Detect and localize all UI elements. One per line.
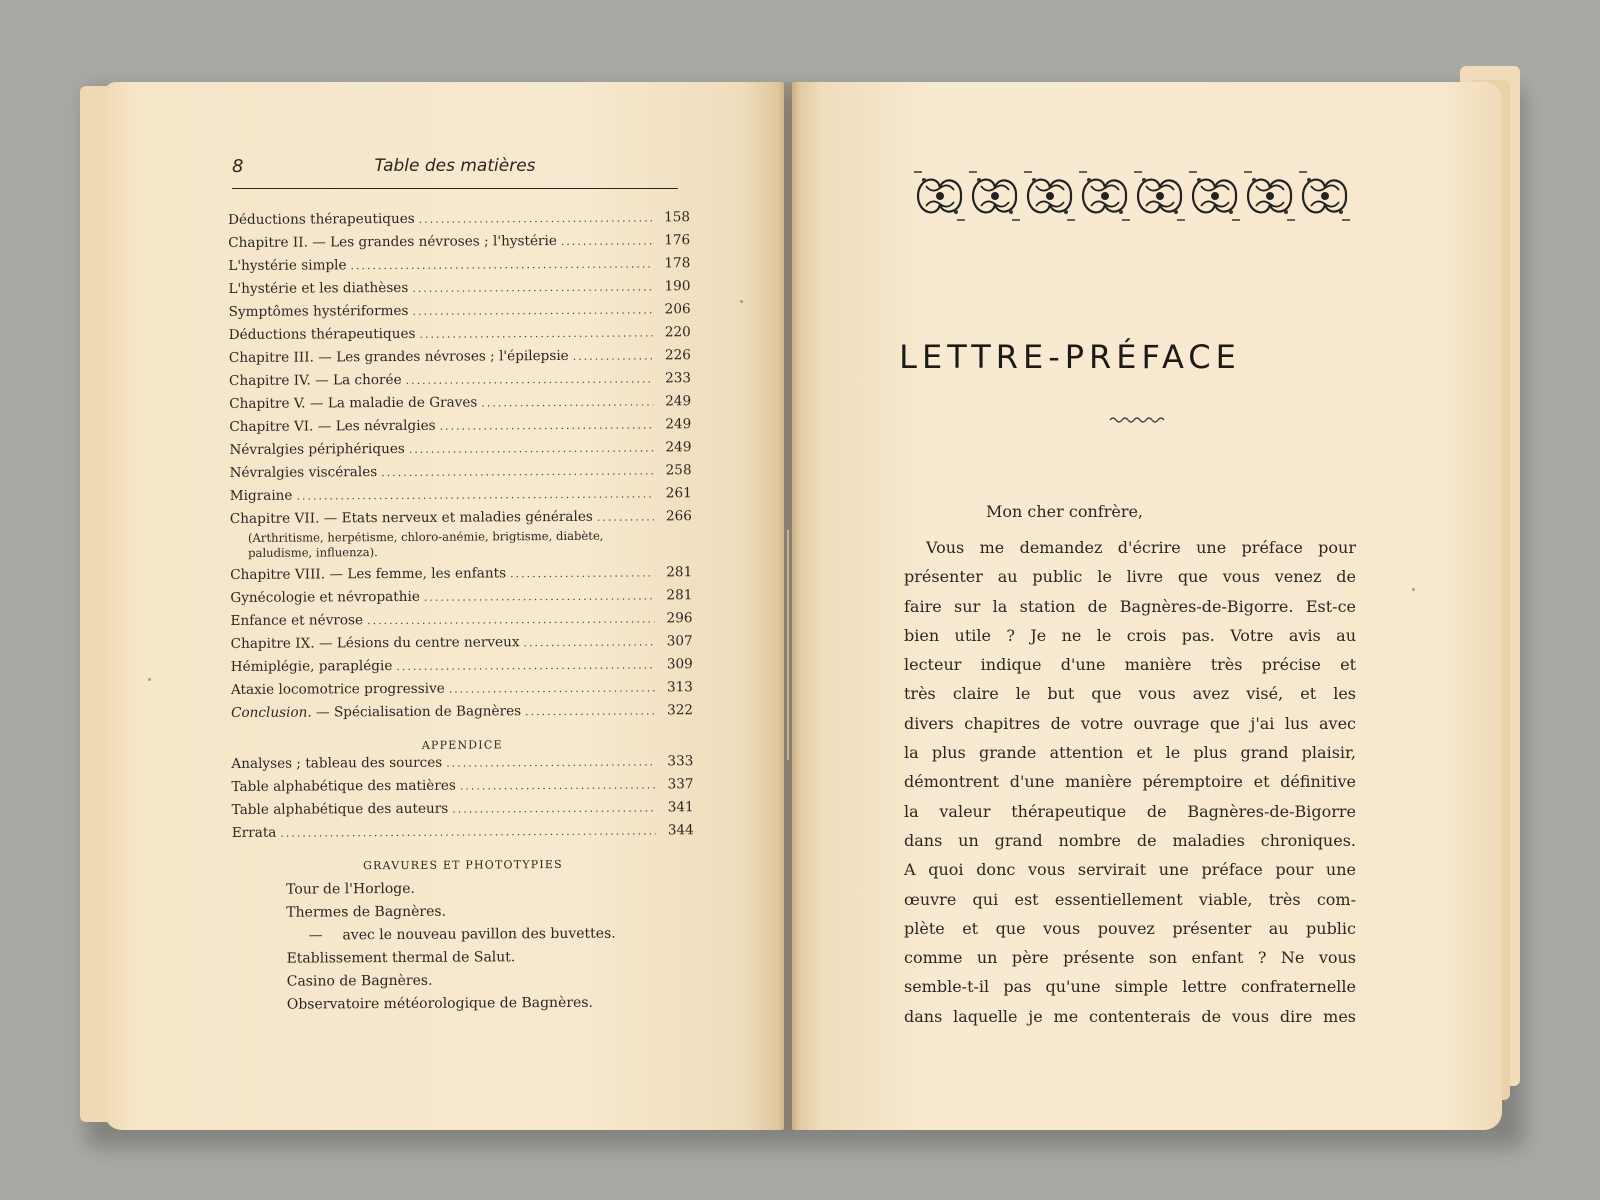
- toc-row: [231, 656, 693, 682]
- conclusion-rest: — Spécialisation de Bagnères: [311, 703, 522, 721]
- toc-row: [230, 564, 692, 590]
- toc-title: Chapitre III. — Les grandes névroses ; l'épilepsie: [228, 347, 569, 366]
- gallery-item: Thermes de Bagnères.: [286, 903, 447, 921]
- toc-page: 206: [664, 301, 691, 318]
- running-head-rule: [232, 188, 678, 189]
- toc-page: 333: [667, 753, 694, 770]
- toc-page: 266: [665, 508, 692, 525]
- binding-thread: [787, 530, 789, 760]
- dot-leader: [406, 372, 653, 387]
- toc-title: Déductions thérapeutiques: [228, 325, 416, 343]
- toc-page: 313: [666, 679, 693, 696]
- toc-title: Chapitre VI. — Les névralgies: [229, 417, 436, 435]
- gallery-item: Etablissement thermal de Salut.: [286, 949, 516, 967]
- toc-title: Gynécologie et névropathie: [230, 588, 420, 606]
- preface-line: présenter au public le livre que vous venez de: [904, 567, 1356, 587]
- preface-line: A quoi donc vous servirait une préface pour une: [904, 860, 1356, 880]
- toc-row: [230, 610, 692, 636]
- toc-row: [229, 393, 691, 419]
- dot-leader: [412, 303, 652, 317]
- preface-line: divers chapitres de votre ouvrage que j'ai lus avec: [904, 713, 1356, 733]
- toc-row: [232, 799, 694, 825]
- toc-row: [229, 324, 691, 350]
- running-head: [232, 156, 678, 184]
- dot-leader: [412, 280, 652, 294]
- book-gutter: [778, 82, 800, 1130]
- appendix-heading: APPENDICE: [421, 738, 503, 752]
- toc-title: Errata: [231, 824, 277, 841]
- toc-page: 176: [664, 232, 691, 249]
- toc-title: Table alphabétique des matières: [231, 777, 456, 795]
- toc-page: 307: [666, 633, 693, 650]
- gallery-dash: —: [308, 927, 323, 944]
- toc-row: [228, 278, 690, 304]
- toc-title: L'hystérie et les diathèses: [228, 279, 409, 297]
- toc-page: 258: [665, 462, 692, 479]
- dot-leader: [525, 704, 655, 718]
- dot-leader: [409, 441, 654, 455]
- toc-page: 281: [666, 564, 693, 581]
- dot-leader: [561, 234, 652, 248]
- paper-speck: [148, 678, 151, 681]
- toc-row: [228, 232, 690, 258]
- toc-page: 344: [667, 822, 694, 839]
- toc-row: [232, 822, 694, 848]
- toc-page: 190: [664, 278, 691, 295]
- gallery-item: Casino de Bagnères.: [286, 972, 433, 990]
- toc-title: Chapitre VIII. — Les femme, les enfants: [230, 565, 507, 583]
- toc-title: Chapitre II. — Les grandes névroses ; l'hystérie: [228, 232, 557, 251]
- gallery-item: Tour de l'Horloge.: [286, 880, 415, 898]
- toc-row: [229, 370, 691, 396]
- preface-line: très claire le but que vous avez visé, et les: [904, 684, 1356, 704]
- preface-title: LETTRE-PRÉFACE: [899, 338, 1241, 376]
- dot-leader: [367, 612, 655, 627]
- toc-row: [231, 753, 693, 779]
- toc-title: Chapitre V. — La maladie de Graves: [229, 394, 478, 412]
- dot-leader: [280, 824, 655, 839]
- toc-page: 249: [665, 416, 692, 433]
- toc-row: [229, 416, 691, 442]
- toc-row: [231, 679, 693, 705]
- toc-row-conclusion: [231, 702, 693, 728]
- toc-title: Névralgies viscérales: [229, 464, 378, 481]
- toc-title: Névralgies périphériques: [229, 440, 405, 458]
- toc-row: [228, 209, 690, 235]
- salutation: Mon cher confrère,: [986, 502, 1144, 521]
- toc-row: [229, 301, 691, 327]
- page-number: 8: [232, 156, 244, 177]
- table-of-contents: [228, 209, 695, 1020]
- dot-leader: [597, 510, 654, 523]
- toc-continued-list: [230, 564, 693, 705]
- gallery-list: [232, 879, 695, 1020]
- dot-leader: [510, 566, 654, 580]
- toc-row: [229, 347, 691, 373]
- toc-title: Table alphabétique des auteurs: [231, 800, 449, 818]
- dot-leader: [419, 211, 652, 225]
- conclusion-italic: Conclusion.: [231, 704, 312, 721]
- running-title: Table des matières: [374, 156, 536, 176]
- toc-page: 220: [664, 324, 691, 341]
- dot-leader: [296, 487, 653, 502]
- toc-page: 337: [667, 776, 694, 793]
- dot-leader: [419, 326, 652, 340]
- dot-leader: [350, 257, 652, 272]
- toc-row: [231, 776, 693, 802]
- title-flourish: [1108, 414, 1168, 426]
- toc-title: Symptômes hystériformes: [228, 302, 409, 320]
- dot-leader: [449, 681, 655, 695]
- gallery-item: Observatoire météorologique de Bagnères.: [286, 994, 593, 1013]
- toc-title: Enfance et névrose: [230, 612, 364, 629]
- preface-line: bien utile ? Je ne le crois pas. Votre avis au: [904, 625, 1356, 645]
- dot-leader: [396, 658, 654, 673]
- dot-leader: [446, 755, 655, 769]
- dot-leader: [452, 801, 655, 815]
- toc-title: L'hystérie simple: [228, 257, 347, 274]
- preface-line: la plus grande attention et le plus grand plaisir,: [904, 743, 1356, 763]
- toc-page: 178: [664, 255, 691, 272]
- preface-line: semble-t-il pas qu'une simple lettre confraternelle: [904, 977, 1356, 997]
- toc-title: Chapitre IX. — Lésions du centre nerveux: [230, 634, 520, 652]
- toc-title: Ataxie locomotrice progressive: [230, 680, 445, 698]
- dot-leader: [573, 349, 653, 362]
- gallery-item: [232, 925, 694, 951]
- toc-title: Chapitre VII. — Etats nerveux et maladies générales: [229, 508, 593, 527]
- preface-line: Vous me demandez d'écrire une préface pour: [926, 538, 1356, 557]
- toc-page: 296: [666, 610, 693, 627]
- paper-speck: [1412, 588, 1415, 591]
- preface-line: démontrent d'une manière péremptoire et définitive: [904, 772, 1356, 792]
- preface-line: dans un grand nombre de maladies chroniques.: [904, 830, 1356, 850]
- toc-page: 341: [667, 799, 694, 816]
- dot-leader: [481, 395, 653, 409]
- preface-line: plète et que vous pouvez présenter au public: [904, 918, 1356, 938]
- toc-row: [230, 587, 692, 613]
- gallery-item-text: avec le nouveau pavillon des buvettes.: [342, 925, 616, 944]
- toc-title: Hémiplégie, paraplégie: [230, 658, 393, 675]
- toc-page: 261: [665, 485, 692, 502]
- appendix-list: [231, 753, 694, 848]
- toc-page: 322: [667, 702, 694, 719]
- preface-line: dans laquelle je me contenterais de vous dire mes: [904, 1006, 1356, 1026]
- toc-row: [230, 462, 692, 488]
- preface-line: lecteur indique d'une manière très précise et: [904, 655, 1356, 675]
- toc-page: 281: [666, 587, 693, 604]
- dot-leader: [381, 464, 653, 479]
- preface-body: [904, 538, 1356, 1036]
- preface-line: comme un père présente son enfant ? Ne vous: [904, 948, 1356, 968]
- dot-leader: [424, 589, 655, 603]
- toc-note: (Arthritisme, herpétisme, chloro-anémie, brigtisme, diabète, paludisme, influenza).: [247, 528, 604, 560]
- toc-page: 249: [665, 439, 692, 456]
- decorative-ornament-band: [912, 168, 1352, 224]
- dot-leader: [523, 635, 654, 649]
- dot-leader: [440, 418, 654, 432]
- toc-title: Migraine: [229, 487, 293, 504]
- toc-row: [231, 633, 693, 659]
- toc-page: 233: [665, 370, 692, 387]
- preface-line: la valeur thérapeutique de Bagnères-de-Bigorre: [904, 801, 1356, 821]
- toc-page: 249: [665, 393, 692, 410]
- toc-title: [231, 703, 521, 721]
- toc-row: [230, 485, 692, 511]
- toc-title: Chapitre IV. — La chorée: [228, 371, 402, 389]
- ornament-graphic: [912, 168, 1352, 224]
- toc-row: [228, 255, 690, 281]
- paper-speck: [740, 300, 743, 303]
- gallery-heading: GRAVURES ET PHOTOTYPIES: [363, 857, 563, 873]
- toc-main-list: [228, 209, 692, 534]
- preface-line: faire sur la station de Bagnères-de-Bigorre. Est-ce: [904, 596, 1356, 616]
- toc-row: [229, 439, 691, 465]
- preface-line: œuvre qui est essentiellement viable, très com-: [904, 889, 1356, 909]
- toc-page: 158: [664, 209, 691, 226]
- toc-title: Déductions thérapeutiques: [228, 210, 415, 228]
- toc-page: 226: [664, 347, 691, 364]
- dot-leader: [460, 778, 656, 792]
- toc-page: 309: [666, 656, 693, 673]
- toc-title: Analyses ; tableau des sources: [231, 754, 443, 772]
